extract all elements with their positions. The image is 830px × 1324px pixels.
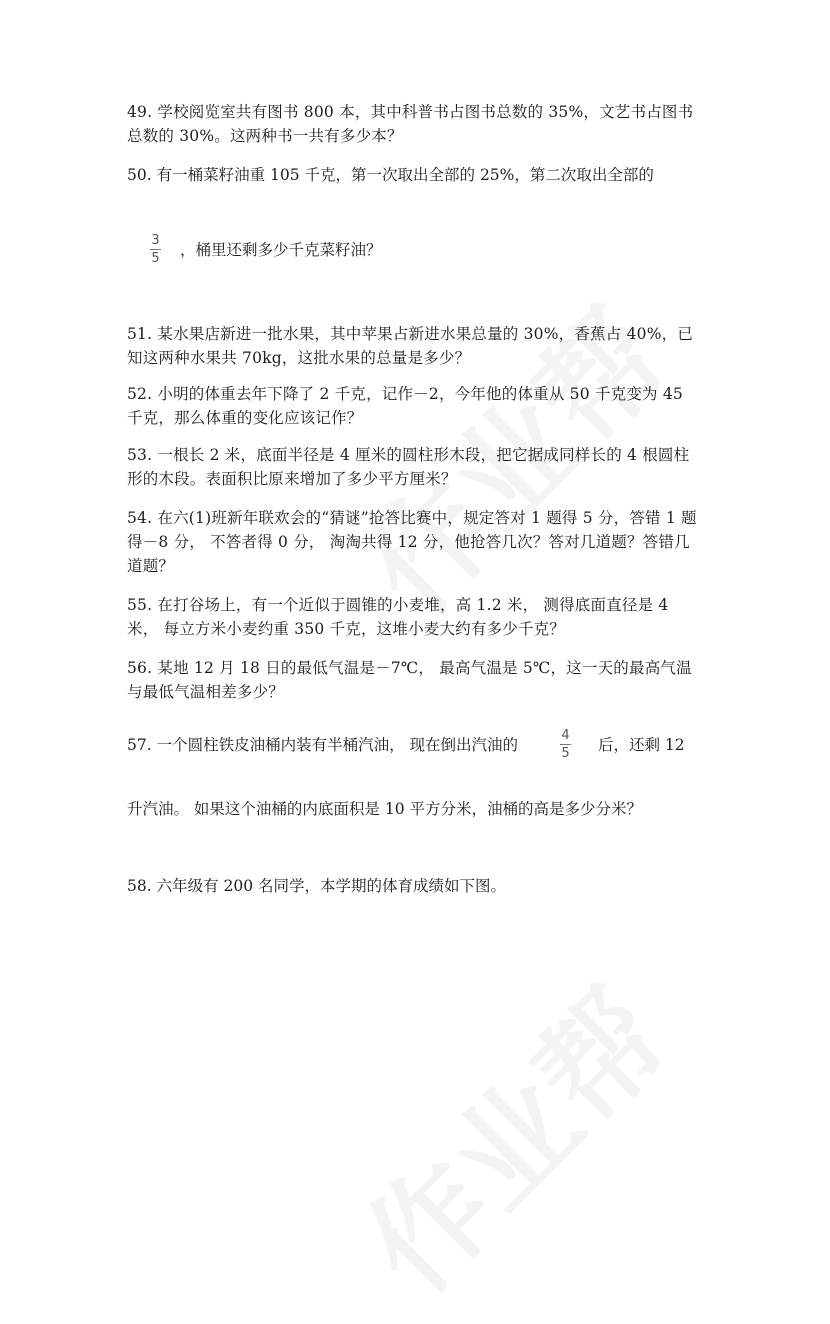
watermark-bottom — [322, 948, 698, 1324]
fraction-bar — [560, 744, 571, 745]
question-54: 54. 在六(1)班新年联欢会的“猜谜”抢答比赛中，规定答对 1 题得 5 分，答错 1 题得－8 分， 不答者得 0 分， 淘淘共得 12 分，他抢答几次？答对几道题？答错几道题？ — [127, 509, 697, 575]
question-50-part2: ，桶里还剩多少千克菜籽油？ — [180, 241, 382, 259]
fraction-4-5 — [560, 728, 571, 761]
fraction-numerator: 3 — [151, 233, 160, 248]
question-57-part2: 后，还剩 12 — [598, 736, 685, 754]
fraction-denominator: 5 — [151, 251, 160, 266]
question-58: 58. 六年级有 200 名同学，本学期的体育成绩如下图。 — [127, 877, 507, 895]
fraction-3-5 — [150, 233, 161, 266]
question-53: 53. 一根长 2 米，底面半径是 4 厘米的圆柱形木段，把它据成同样长的 4 根圆柱形的木段。表面积比原来增加了多少平方厘米？ — [127, 446, 690, 488]
fraction-numerator: 4 — [561, 728, 570, 743]
question-52: 52. 小明的体重去年下降了 2 千克，记作－2，今年他的体重从 50 千克变为 45 千克，那么体重的变化应该记作？ — [127, 385, 683, 427]
question-55: 55. 在打谷场上，有一个近似于圆锥的小麦堆，高 1.2 米， 测得底面直径是 4 米， 每立方米小麦约重 350 千克，这堆小麦大约有多少千克？ — [127, 596, 669, 638]
fraction-bar — [150, 249, 161, 250]
question-56: 56. 某地 12 月 18 日的最低气温是－7℃， 最高气温是 5℃，这一天的最高气温与最低气温相差多少？ — [127, 659, 692, 701]
question-57-part1: 57. 一个圆柱铁皮油桶内装有半桶汽油， 现在倒出汽油的 — [127, 736, 519, 754]
question-57-part3: 升汽油。 如果这个油桶的内底面积是 10 平方分米，油桶的高是多少分米？ — [127, 800, 643, 818]
question-51: 51. 某水果店新进一批水果，其中苹果占新进水果总量的 30%，香蕉占 40%，已知这两种水果共 70kg，这批水果的总量是多少？ — [127, 325, 694, 367]
question-50-part1: 50. 有一桶菜籽油重 105 千克，第一次取出全部的 25%，第二次取出全部的 — [127, 166, 654, 184]
question-49: 49. 学校阅览室共有图书 800 本，其中科普书占图书总数的 35%，文艺书占图书总数的 30%。这两种书一共有多少本？ — [127, 103, 694, 145]
fraction-denominator: 5 — [561, 746, 570, 761]
